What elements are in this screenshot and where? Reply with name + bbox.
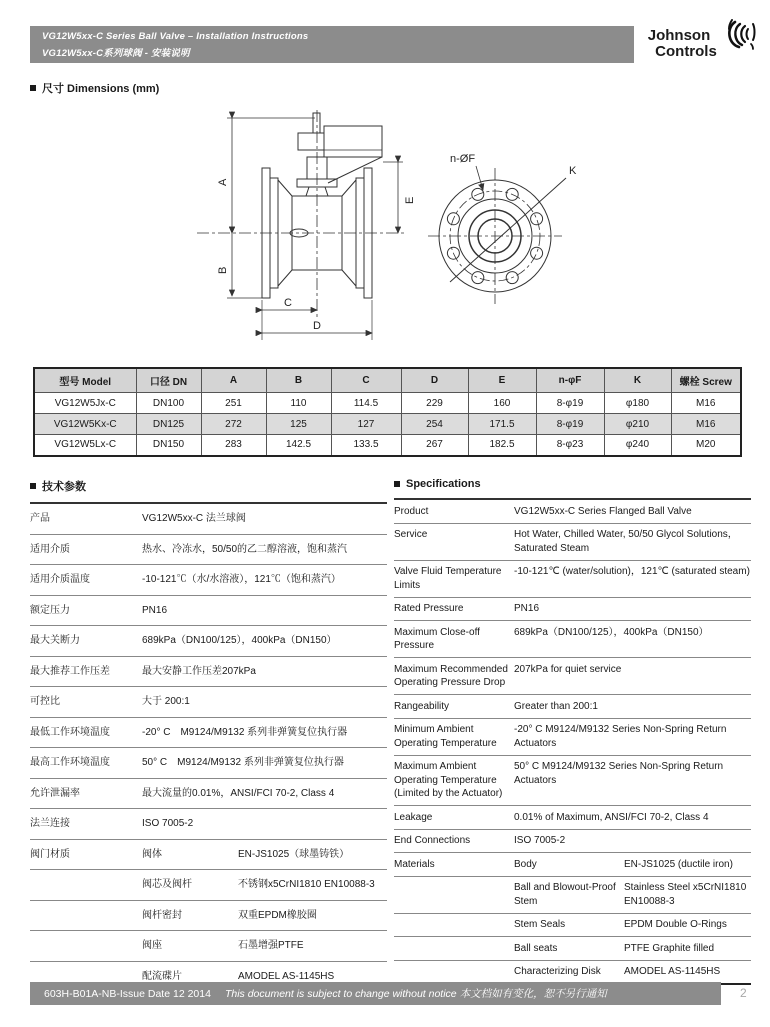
tech-params-heading-label: 技术参数 [42, 481, 86, 493]
header-bar [30, 26, 634, 63]
cell-dn: DN150 [136, 435, 201, 456]
spec-row: 适用介质 热水、冷冻水，50/50的乙二醇溶液，饱和蒸汽 [30, 535, 387, 566]
dimensions-table [33, 367, 742, 457]
spec-row: 最低工作环境温度 -20° C M9124/M9132 系列非弹簧复位执行器 [30, 718, 387, 749]
cell-k: φ180 [604, 393, 671, 414]
cell-d: 254 [401, 414, 468, 435]
dim-label-b: B [217, 266, 229, 274]
spec-row-materials: Ball and Blowout-Proof Stem Stainless Steel x5CrNI1810 EN10088-3 [394, 877, 751, 914]
spec-row: Valve Fluid Temperature Limits -10-121℃ (water/solution)，121℃ (saturated steam) [394, 561, 751, 598]
col-header-a: A [201, 368, 266, 393]
spec-row: 最高工作环境温度 50° C M9124/M9132 系列非弹簧复位执行器 [30, 748, 387, 779]
dim-label-a: A [217, 178, 229, 186]
cell-screw: M16 [671, 393, 741, 414]
cell-nf: 8-φ23 [536, 435, 604, 456]
cell-b: 125 [266, 414, 331, 435]
spec-row: 适用介质温度 -10-121℃（水/水溶液），121℃（饱和蒸汽） [30, 565, 387, 596]
spec-row: Rated Pressure PN16 [394, 598, 751, 622]
table-header-row [34, 368, 741, 393]
cell-dn: DN100 [136, 393, 201, 414]
dim-label-nf: n-ØF [450, 153, 476, 165]
spec-row-materials: 阀芯及阀杆 不锈钢x5CrNI1810 EN10088-3 [30, 870, 387, 901]
spec-row: 可控比 大于 200:1 [30, 687, 387, 718]
cell-nf: 8-φ19 [536, 414, 604, 435]
logo-line2: Controls [655, 43, 717, 60]
col-header-dn: 口径 DN [136, 368, 201, 393]
spec-row: End Connections ISO 7005-2 [394, 830, 751, 854]
col-header-b: B [266, 368, 331, 393]
spec-row: 最大关断力 689kPa（DN100/125），400kPa（DN150） [30, 626, 387, 657]
table-row [34, 393, 741, 414]
col-header-screw: 螺栓 Screw [671, 368, 741, 393]
col-header-c: C [331, 368, 401, 393]
spec-row-materials: Characterizing Disk AMODEL AS-1145HS [514, 966, 721, 977]
spec-row: 额定压力 PN16 [30, 596, 387, 627]
tech-params-table [30, 502, 387, 993]
logo-wordmark [633, 28, 725, 60]
johnson-controls-swirl-icon [720, 14, 758, 57]
col-header-model: 型号 Model [34, 368, 136, 393]
cell-model: VG12W5Kx-C [34, 414, 136, 435]
dim-label-e: E [404, 196, 416, 204]
logo-line1: Johnson [647, 27, 711, 44]
cell-screw: M20 [671, 435, 741, 456]
section-bullet [30, 85, 36, 91]
cell-k: φ210 [604, 414, 671, 435]
specifications-heading [394, 478, 751, 490]
cell-a: 283 [201, 435, 266, 456]
cell-c: 133.5 [331, 435, 401, 456]
specifications-table [394, 498, 751, 985]
cell-model: VG12W5Lx-C [34, 435, 136, 456]
cell-k: φ240 [604, 435, 671, 456]
spec-row-materials: 配流碟片 AMODEL AS-1145HS [142, 970, 335, 982]
spec-row-materials: Materials Body EN-JS1025 (ductile iron) [394, 853, 751, 877]
cell-e: 171.5 [468, 414, 536, 435]
tech-params-section [30, 478, 387, 993]
col-header-e: E [468, 368, 536, 393]
spec-row-materials: Ball seats PTFE Graphite filled [394, 937, 751, 961]
spec-row: Rangeability Greater than 200:1 [394, 695, 751, 719]
dimensions-heading-label: 尺寸 Dimensions (mm) [42, 83, 160, 95]
cell-c: 114.5 [331, 393, 401, 414]
spec-row: Product VG12W5xx-C Series Flanged Ball Valve [394, 500, 751, 524]
section-bullet [30, 483, 36, 489]
spec-row-materials: Stem Seals EPDM Double O-Rings [394, 914, 751, 938]
cell-dn: DN125 [136, 414, 201, 435]
cell-model: VG12W5Jx-C [34, 393, 136, 414]
spec-row: 法兰连接 ISO 7005-2 [30, 809, 387, 840]
cell-b: 110 [266, 393, 331, 414]
cell-c: 127 [331, 414, 401, 435]
header-title-en: VG12W5xx-C Series Ball Valve – Installation Instructions [42, 30, 309, 42]
spec-row-materials: 阀杆密封 双重EPDM橡胶圈 [30, 901, 387, 932]
dim-label-c: C [284, 297, 292, 309]
change-notice: This document is subject to change without notice 本文档如有变化，恕不另行通知 [224, 988, 607, 1000]
cell-e: 160 [468, 393, 536, 414]
cell-e: 182.5 [468, 435, 536, 456]
spec-row-materials: 阀门材质 阀体 EN-JS1025（球墨铸铁） [30, 840, 387, 871]
cell-d: 267 [401, 435, 468, 456]
spec-row: Maximum Close-off Pressure 689kPa（DN100/125），400kPa（DN150） [394, 621, 751, 658]
cell-b: 142.5 [266, 435, 331, 456]
cell-a: 272 [201, 414, 266, 435]
tech-params-heading [30, 478, 387, 494]
spec-row: Maximum Recommended Operating Pressure Drop 207kPa for quiet service [394, 658, 751, 695]
johnson-controls-logo [633, 14, 758, 64]
spec-row: 产品 VG12W5xx-C 法兰球阀 [30, 504, 387, 535]
dim-label-k: K [569, 165, 577, 177]
specifications-heading-label: Specifications [406, 478, 481, 490]
cell-d: 229 [401, 393, 468, 414]
valve-technical-drawing [30, 100, 740, 358]
footer-bar [30, 982, 721, 1005]
spec-row: 允许泄漏率 最大流量的0.01%，ANSI/FCI 70-2, Class 4 [30, 779, 387, 810]
spec-row: Maximum Ambient Operating Temperature (Limited by the Actuator) 50° C M9124/M9132 Series Non-Spring Return Actuators [394, 756, 751, 807]
cell-nf: 8-φ19 [536, 393, 604, 414]
section-bullet [394, 481, 400, 487]
cell-screw: M16 [671, 414, 741, 435]
spec-row-materials: 阀座 石墨增强PTFE [30, 931, 387, 962]
col-header-k: K [604, 368, 671, 393]
dimensions-heading [30, 80, 159, 96]
cell-a: 251 [201, 393, 266, 414]
spec-row: Service Hot Water, Chilled Water, 50/50 Glycol Solutions，Saturated Steam [394, 524, 751, 561]
dim-label-d: D [313, 320, 321, 332]
spec-row: Leakage 0.01% of Maximum, ANSI/FCI 70-2, Class 4 [394, 806, 751, 830]
col-header-d: D [401, 368, 468, 393]
table-row [34, 414, 741, 435]
document-code: 603H-B01A-NB-Issue Date 12 2014 [44, 987, 211, 1000]
page-number: 2 [740, 986, 747, 1000]
col-header-nf: n-φF [536, 368, 604, 393]
spec-row: Minimum Ambient Operating Temperature -20° C M9124/M9132 Series Non-Spring Return Actuators [394, 719, 751, 756]
spec-row: 最大推荐工作压差 最大安静工作压差207kPa [30, 657, 387, 688]
specifications-section [394, 478, 751, 985]
header-title-zh: VG12W5xx-C系列球阀 - 安装说明 [42, 47, 190, 59]
table-row [34, 435, 741, 456]
